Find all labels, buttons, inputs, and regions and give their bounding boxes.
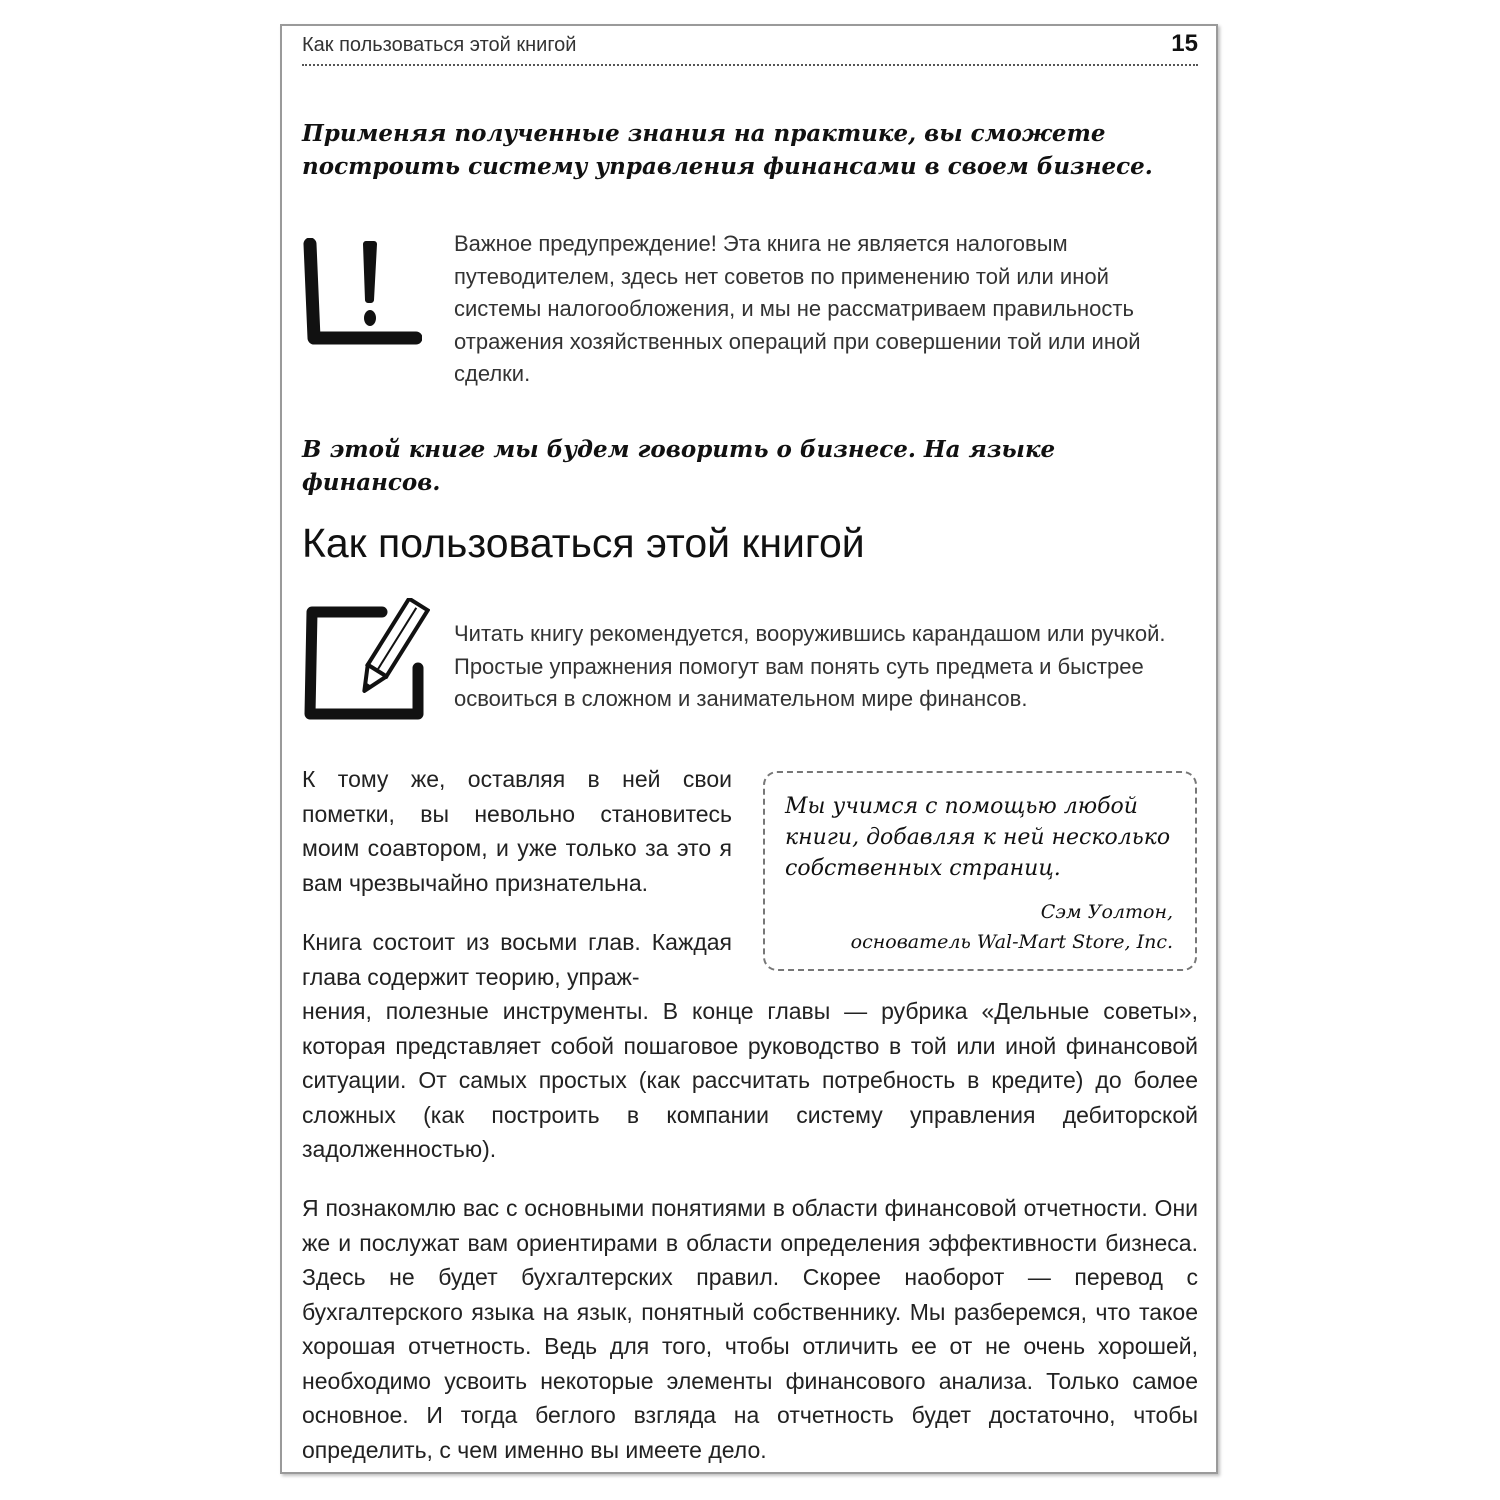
lead-statement-2: В этой книге мы будем говорить о бизнесе. На языке финансов.	[302, 436, 1056, 496]
quote-attribution	[851, 897, 1173, 957]
quote-text: Мы учимся с помощью любой книги, добавляя к ней несколько собственных страниц.	[785, 794, 1171, 881]
running-title: Как пользоваться этой книгой	[302, 34, 577, 56]
section-intro: Читать книгу рекомендуется, вооружившись карандашом или ручкой. Простые упражнения помогут вам понять суть предмета и быстрее освоиться в сложном и занимательном мире финансов.	[454, 621, 1166, 711]
page-number: 15	[1171, 30, 1198, 57]
paragraph-structure-start: Книга состоит из восьми глав. Каждая глава содержит теорию, упраж-	[302, 929, 732, 990]
warning-text: Важное предупреждение! Эта книга не является налоговым путеводителем, здесь нет советов по применению той или иной системы налогообложения, и мы не рассматриваем правильность отражения хозяйственных операций при совершении той или иной сделки.	[454, 231, 1141, 386]
lead-statement: Применяя полученные знания на практике, вы сможете построить систему управления финансами в своем бизнесе.	[302, 120, 1153, 180]
quote-author: Сэм Уолтон,	[1040, 901, 1173, 923]
paragraph-structure: нения, полезные инструменты. В конце главы — рубрика «Дельные советы», которая представляет собой пошаговое руководство в той или иной финансовой ситуации. От самых простых (как рассчитать потребность в кредите) до более сложных (как построить в компании систему управления дебиторской задолженностью).	[302, 998, 1198, 1162]
running-header	[302, 30, 1198, 66]
quote-author-role: основатель Wal-Mart Store, Inc.	[850, 931, 1173, 953]
quote-box	[763, 771, 1197, 971]
paragraph-reporting: Я познакомлю вас с основными понятиями в области финансовой отчетности. Они же и послужат вам ориентирами в области определения эффективности бизнеса. Здесь не будет бухгалтерских правил. Скорее наоборот — перевод с бухгалтерского языка на язык, понятный собственнику. Мы разберемся, что такое хорошая отчетность. Ведь для того, чтобы отличить ее от не очень хорошей, необходимо усвоить некоторые элементы финансового анализа. Только самое основное. И тогда беглого взгляда на отчетность будет достаточно, чтобы определить, с чем именно вы имеете дело.	[302, 1195, 1198, 1463]
pencil-square-icon	[300, 598, 430, 722]
section-title: Как пользоваться этой книгой	[302, 520, 865, 566]
exclamation-corner-icon	[300, 238, 422, 356]
paragraph-coauthor: К тому же, оставляя в ней свои пометки, вы невольно становитесь моим соавтором, и уже только за это я вам чрезвычайно признательна.	[302, 766, 732, 896]
